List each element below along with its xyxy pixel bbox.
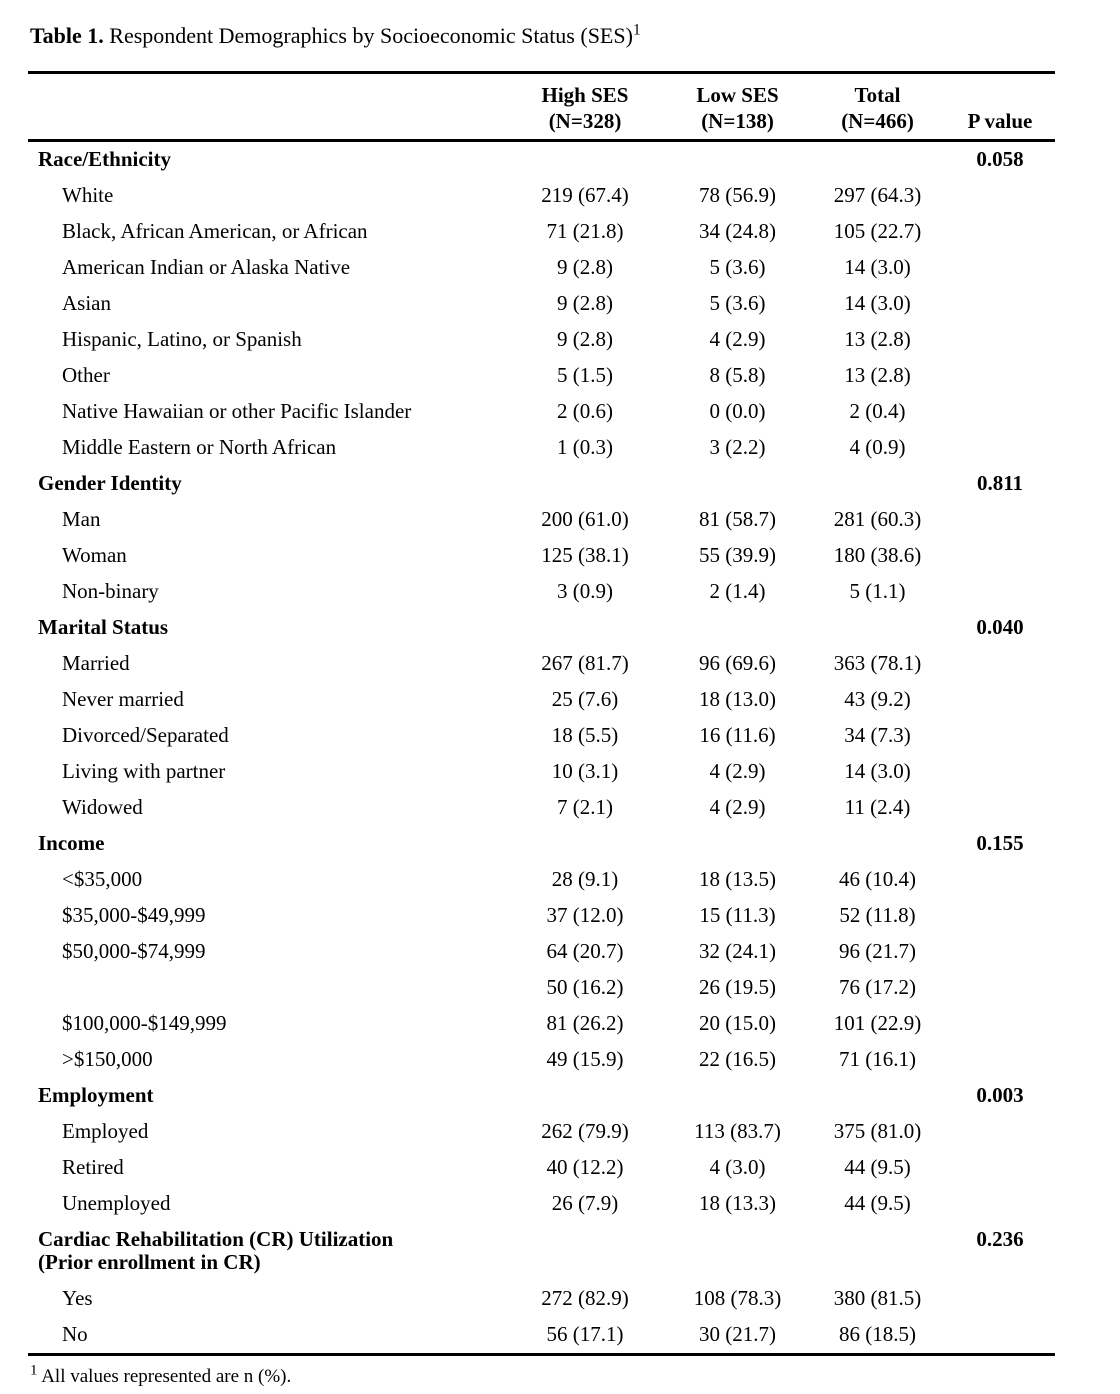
cell-p-value-empty xyxy=(945,502,1055,538)
table-row xyxy=(28,178,1055,214)
table-row xyxy=(28,1186,1055,1222)
table-row xyxy=(28,574,1055,610)
table-row xyxy=(28,1006,1055,1042)
table-row xyxy=(28,214,1055,250)
cell-high-ses: 81 (26.2) xyxy=(546,1011,624,1035)
table-row xyxy=(28,250,1055,286)
section-header-label xyxy=(28,1078,505,1114)
table-row xyxy=(28,790,1055,826)
cell-high-ses: 125 (38.1) xyxy=(541,543,629,567)
cell-low-ses: 5 (3.6) xyxy=(709,291,766,315)
section-header-line1: Gender Identity xyxy=(38,471,182,495)
column-header-low-ses-line1: Low SES xyxy=(696,83,779,107)
cell-high-ses-empty xyxy=(505,826,665,862)
cell-low-ses: 4 (2.9) xyxy=(709,327,766,351)
table-row xyxy=(28,646,1055,682)
cell-p-value-empty xyxy=(945,358,1055,394)
section-header-label xyxy=(28,1222,505,1281)
table-row xyxy=(28,286,1055,322)
cell-p-value-empty xyxy=(945,430,1055,466)
cell-total: 86 (18.5) xyxy=(839,1322,916,1346)
row-label: Woman xyxy=(62,543,127,567)
cell-p-value-empty xyxy=(945,1186,1055,1222)
cell-p-value-empty xyxy=(945,214,1055,250)
cell-total: 14 (3.0) xyxy=(844,291,911,315)
cell-high-ses: 9 (2.8) xyxy=(557,291,613,315)
table-row xyxy=(28,934,1055,970)
cell-total: 180 (38.6) xyxy=(833,543,922,567)
section-header-row xyxy=(28,1222,1055,1281)
cell-high-ses: 37 (12.0) xyxy=(546,903,624,927)
cell-low-ses: 16 (11.6) xyxy=(699,723,776,747)
cell-high-ses-empty xyxy=(505,1078,665,1114)
cell-total: 46 (10.4) xyxy=(839,867,916,891)
section-header-row xyxy=(28,610,1055,646)
cell-low-ses: 26 (19.5) xyxy=(699,975,776,999)
cell-p-value-empty xyxy=(945,754,1055,790)
cell-low-ses: 2 (1.4) xyxy=(709,579,766,603)
table-row xyxy=(28,1150,1055,1186)
table-caption-text: Respondent Demographics by Socioeconomic Status (SES) xyxy=(103,23,633,48)
cell-p-value: 0.058 xyxy=(976,147,1024,171)
row-label: Middle Eastern or North African xyxy=(62,435,337,459)
cell-total: 105 (22.7) xyxy=(833,219,922,243)
table-row xyxy=(28,754,1055,790)
cell-high-ses-empty xyxy=(505,466,665,502)
cell-p-value-empty xyxy=(945,970,1055,1006)
cell-high-ses: 7 (2.1) xyxy=(557,795,613,819)
cell-high-ses: 9 (2.8) xyxy=(557,255,613,279)
cell-total: 44 (9.5) xyxy=(844,1191,911,1215)
cell-low-ses: 4 (2.9) xyxy=(709,759,766,783)
cell-low-ses: 4 (3.0) xyxy=(709,1155,766,1179)
table-row xyxy=(28,322,1055,358)
cell-total: 44 (9.5) xyxy=(844,1155,911,1179)
section-header-row xyxy=(28,466,1055,502)
table-row xyxy=(28,430,1055,466)
column-header-total xyxy=(810,73,945,141)
cell-high-ses: 64 (20.7) xyxy=(546,939,624,963)
cell-low-ses: 5 (3.6) xyxy=(709,255,766,279)
cell-high-ses: 262 (79.9) xyxy=(541,1119,629,1143)
section-header-line1: Employment xyxy=(38,1083,154,1107)
row-label: $35,000-$49,999 xyxy=(62,903,206,927)
cell-low-ses: 22 (16.5) xyxy=(699,1047,776,1071)
table-row xyxy=(28,1317,1055,1355)
cell-p-value-empty xyxy=(945,790,1055,826)
demographics-table xyxy=(28,71,1055,1356)
cell-total-empty xyxy=(810,1222,945,1281)
cell-high-ses: 56 (17.1) xyxy=(546,1322,624,1346)
cell-p-value: 0.003 xyxy=(976,1083,1024,1107)
cell-total: 34 (7.3) xyxy=(844,723,911,747)
row-label: Man xyxy=(62,507,101,531)
row-label: No xyxy=(62,1322,88,1346)
cell-total: 14 (3.0) xyxy=(844,759,911,783)
cell-total: 363 (78.1) xyxy=(833,651,922,675)
row-label: Divorced/Separated xyxy=(62,723,229,747)
row-label: $100,000-$149,999 xyxy=(62,1011,227,1035)
cell-low-ses: 4 (2.9) xyxy=(709,795,766,819)
cell-total: 14 (3.0) xyxy=(844,255,911,279)
cell-p-value-empty xyxy=(945,1006,1055,1042)
table-row xyxy=(28,358,1055,394)
section-header-line1: Income xyxy=(38,831,105,855)
table-row xyxy=(28,862,1055,898)
cell-high-ses: 50 (16.2) xyxy=(546,975,624,999)
row-label: Widowed xyxy=(62,795,143,819)
cell-high-ses: 49 (15.9) xyxy=(546,1047,624,1071)
cell-low-ses-empty xyxy=(665,1222,810,1281)
cell-p-value-empty xyxy=(945,718,1055,754)
cell-p-value-empty xyxy=(945,574,1055,610)
column-header-high-ses xyxy=(505,73,665,141)
cell-total: 71 (16.1) xyxy=(839,1047,916,1071)
row-label: >$150,000 xyxy=(62,1047,153,1071)
cell-p-value: 0.811 xyxy=(976,471,1024,495)
cell-total: 13 (2.8) xyxy=(844,327,911,351)
section-header-line1: Race/Ethnicity xyxy=(38,147,171,171)
table-header xyxy=(28,73,1055,141)
table-row xyxy=(28,970,1055,1006)
table-row xyxy=(28,682,1055,718)
row-label: Unemployed xyxy=(62,1191,171,1215)
cell-p-value-empty xyxy=(945,322,1055,358)
cell-low-ses: 30 (21.7) xyxy=(699,1322,776,1346)
cell-low-ses: 20 (15.0) xyxy=(699,1011,776,1035)
cell-p-value-empty xyxy=(945,250,1055,286)
cell-p-value-empty xyxy=(945,394,1055,430)
column-header-total-line2: (N=466) xyxy=(841,109,914,133)
cell-low-ses: 81 (58.7) xyxy=(699,507,776,531)
section-header-line1: Marital Status xyxy=(38,615,169,639)
row-label: Native Hawaiian or other Pacific Islander xyxy=(62,399,412,423)
cell-high-ses: 10 (3.1) xyxy=(551,759,619,783)
cell-total: 5 (1.1) xyxy=(849,579,906,603)
cell-low-ses-empty xyxy=(665,610,810,646)
cell-p-value-empty xyxy=(945,1114,1055,1150)
column-header-p-value-line1: P value xyxy=(967,109,1033,133)
section-header-label xyxy=(28,141,505,179)
cell-high-ses: 5 (1.5) xyxy=(557,363,613,387)
cell-p-value-empty xyxy=(945,898,1055,934)
cell-low-ses: 18 (13.3) xyxy=(699,1191,776,1215)
cell-total: 2 (0.4) xyxy=(849,399,906,423)
column-header-high-ses-line2: (N=328) xyxy=(548,109,622,133)
section-header-line2: (Prior enrollment in CR) xyxy=(38,1250,261,1274)
table-caption-superscript: 1 xyxy=(632,21,641,39)
cell-total-empty xyxy=(810,826,945,862)
table-caption xyxy=(30,22,1120,50)
cell-low-ses-empty xyxy=(665,1078,810,1114)
table-row xyxy=(28,502,1055,538)
cell-total-empty xyxy=(810,466,945,502)
section-header-line1: Cardiac Rehabilitation (CR) Utilization xyxy=(38,1227,394,1251)
cell-total: 43 (9.2) xyxy=(844,687,911,711)
row-label: American Indian or Alaska Native xyxy=(62,255,351,279)
cell-low-ses-empty xyxy=(665,826,810,862)
cell-high-ses: 219 (67.4) xyxy=(541,183,629,207)
cell-high-ses: 71 (21.8) xyxy=(546,219,624,243)
row-label: Other xyxy=(62,363,110,387)
cell-p-value: 0.236 xyxy=(976,1227,1024,1251)
column-header-total-line1: Total xyxy=(854,83,901,107)
section-header-row xyxy=(28,1078,1055,1114)
column-header-low-ses-line2: (N=138) xyxy=(701,109,774,133)
cell-high-ses: 2 (0.6) xyxy=(557,399,613,423)
cell-low-ses: 113 (83.7) xyxy=(694,1119,781,1143)
cell-total: 101 (22.9) xyxy=(833,1011,922,1035)
row-label: Never married xyxy=(62,687,184,711)
cell-high-ses: 272 (82.9) xyxy=(541,1286,629,1310)
cell-high-ses: 267 (81.7) xyxy=(541,651,629,675)
cell-total: 52 (11.8) xyxy=(839,903,916,927)
row-label: Living with partner xyxy=(62,759,226,783)
cell-p-value-empty xyxy=(945,1317,1055,1355)
cell-p-value-empty xyxy=(945,934,1055,970)
cell-low-ses: 34 (24.8) xyxy=(699,219,776,243)
section-header-label xyxy=(28,826,505,862)
row-label: Yes xyxy=(62,1286,93,1310)
cell-high-ses: 40 (12.2) xyxy=(546,1155,624,1179)
cell-high-ses: 26 (7.9) xyxy=(551,1191,619,1215)
cell-low-ses: 18 (13.5) xyxy=(699,867,776,891)
table-row xyxy=(28,898,1055,934)
table-header-row xyxy=(28,73,1055,141)
column-header-empty xyxy=(28,73,505,141)
cell-low-ses: 78 (56.9) xyxy=(699,183,776,207)
row-label: <$35,000 xyxy=(62,867,143,891)
row-label: Black, African American, or African xyxy=(62,219,368,243)
cell-p-value-empty xyxy=(945,286,1055,322)
row-label: White xyxy=(62,183,114,207)
section-header-label xyxy=(28,610,505,646)
cell-high-ses: 18 (5.5) xyxy=(551,723,619,747)
cell-low-ses: 18 (13.0) xyxy=(699,687,776,711)
cell-total-empty xyxy=(810,610,945,646)
table-row xyxy=(28,718,1055,754)
table-row xyxy=(28,394,1055,430)
cell-low-ses: 3 (2.2) xyxy=(709,435,766,459)
table-body xyxy=(28,141,1055,1355)
cell-total: 281 (60.3) xyxy=(833,507,922,531)
row-label xyxy=(28,970,505,1006)
table-footnote xyxy=(30,1362,1120,1389)
row-label: Asian xyxy=(62,291,111,315)
cell-p-value-empty xyxy=(945,1150,1055,1186)
footnote-text: All values represented are n (%). xyxy=(41,1366,292,1387)
cell-low-ses: 55 (39.9) xyxy=(699,543,776,567)
cell-total: 13 (2.8) xyxy=(844,363,911,387)
cell-p-value-empty xyxy=(945,1042,1055,1078)
row-label: Non-binary xyxy=(62,579,159,603)
cell-high-ses: 9 (2.8) xyxy=(557,327,613,351)
cell-low-ses-empty xyxy=(665,466,810,502)
section-header-row xyxy=(28,826,1055,862)
row-label: Employed xyxy=(62,1119,149,1143)
cell-high-ses: 1 (0.3) xyxy=(557,435,613,459)
row-label: Retired xyxy=(62,1155,124,1179)
cell-high-ses-empty xyxy=(505,1222,665,1281)
cell-p-value-empty xyxy=(945,178,1055,214)
cell-high-ses: 3 (0.9) xyxy=(557,579,613,603)
cell-p-value-empty xyxy=(945,682,1055,718)
cell-low-ses: 8 (5.8) xyxy=(709,363,766,387)
cell-p-value-empty xyxy=(945,646,1055,682)
cell-total: 375 (81.0) xyxy=(833,1119,922,1143)
column-header-high-ses-line1: High SES xyxy=(541,83,629,107)
cell-high-ses: 25 (7.6) xyxy=(551,687,619,711)
cell-low-ses: 96 (69.6) xyxy=(699,651,776,675)
cell-high-ses: 200 (61.0) xyxy=(541,507,629,531)
cell-total-empty xyxy=(810,141,945,179)
cell-p-value: 0.040 xyxy=(976,615,1024,639)
cell-total: 76 (17.2) xyxy=(839,975,916,999)
cell-total: 11 (2.4) xyxy=(844,795,911,819)
table-row xyxy=(28,1281,1055,1317)
cell-total: 4 (0.9) xyxy=(849,435,906,459)
cell-total: 380 (81.5) xyxy=(833,1286,922,1310)
column-header-low-ses xyxy=(665,73,810,141)
cell-total: 297 (64.3) xyxy=(833,183,922,207)
cell-p-value-empty xyxy=(945,538,1055,574)
cell-low-ses: 15 (11.3) xyxy=(699,903,776,927)
section-header-row xyxy=(28,141,1055,179)
table-row xyxy=(28,538,1055,574)
cell-high-ses: 28 (9.1) xyxy=(551,867,619,891)
column-header-p-value xyxy=(945,73,1055,141)
cell-total: 96 (21.7) xyxy=(839,939,916,963)
row-label: Hispanic, Latino, or Spanish xyxy=(62,327,302,351)
cell-total-empty xyxy=(810,1078,945,1114)
table-row xyxy=(28,1114,1055,1150)
table-caption-label: Table 1. xyxy=(30,23,104,48)
footnote-superscript: 1 xyxy=(30,1362,38,1379)
cell-p-value: 0.155 xyxy=(976,831,1024,855)
cell-low-ses-empty xyxy=(665,141,810,179)
cell-high-ses-empty xyxy=(505,610,665,646)
cell-p-value-empty xyxy=(945,1281,1055,1317)
cell-low-ses: 0 (0.0) xyxy=(709,399,766,423)
section-header-label xyxy=(28,466,505,502)
cell-high-ses-empty xyxy=(505,141,665,179)
row-label: $50,000-$74,999 xyxy=(62,939,206,963)
cell-p-value-empty xyxy=(945,862,1055,898)
table-row xyxy=(28,1042,1055,1078)
cell-low-ses: 32 (24.1) xyxy=(699,939,776,963)
row-label: Married xyxy=(62,651,130,675)
cell-low-ses: 108 (78.3) xyxy=(693,1286,782,1310)
